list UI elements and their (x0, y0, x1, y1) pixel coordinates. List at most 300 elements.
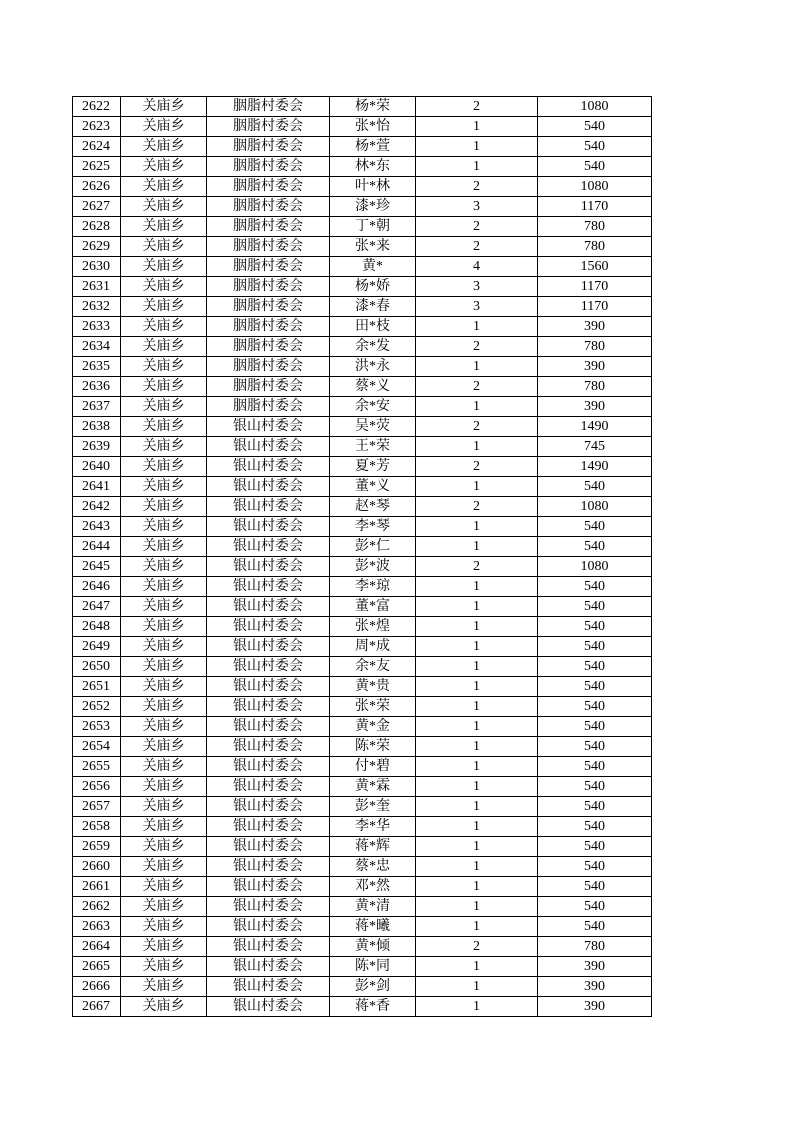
amount-cell: 540 (538, 737, 652, 757)
row-id-cell: 2664 (73, 937, 121, 957)
row-id-cell: 2643 (73, 517, 121, 537)
table-row (73, 397, 652, 417)
count-cell: 2 (416, 417, 538, 437)
name-cell: 张*怡 (330, 117, 416, 137)
table-row (73, 477, 652, 497)
township-cell: 关庙乡 (121, 797, 207, 817)
table-row (73, 357, 652, 377)
name-cell: 李*华 (330, 817, 416, 837)
name-cell: 杨*娇 (330, 277, 416, 297)
count-cell: 1 (416, 137, 538, 157)
count-cell: 3 (416, 197, 538, 217)
village-cell: 银山村委会 (207, 737, 330, 757)
township-cell: 关庙乡 (121, 777, 207, 797)
table-row (73, 777, 652, 797)
township-cell: 关庙乡 (121, 277, 207, 297)
township-cell: 关庙乡 (121, 637, 207, 657)
count-cell: 1 (416, 577, 538, 597)
township-cell: 关庙乡 (121, 857, 207, 877)
township-cell: 关庙乡 (121, 537, 207, 557)
amount-cell: 1080 (538, 177, 652, 197)
name-cell: 蒋*曦 (330, 917, 416, 937)
township-cell: 关庙乡 (121, 937, 207, 957)
table-row (73, 797, 652, 817)
row-id-cell: 2623 (73, 117, 121, 137)
township-cell: 关庙乡 (121, 737, 207, 757)
table-row (73, 877, 652, 897)
name-cell: 黄*清 (330, 897, 416, 917)
village-cell: 胭脂村委会 (207, 297, 330, 317)
name-cell: 漆*珍 (330, 197, 416, 217)
township-cell: 关庙乡 (121, 817, 207, 837)
village-cell: 胭脂村委会 (207, 357, 330, 377)
amount-cell: 1560 (538, 257, 652, 277)
name-cell: 黄*倾 (330, 937, 416, 957)
table-row (73, 617, 652, 637)
count-cell: 1 (416, 157, 538, 177)
name-cell: 林*东 (330, 157, 416, 177)
name-cell: 黄*金 (330, 717, 416, 737)
amount-cell: 540 (538, 597, 652, 617)
table-row (73, 637, 652, 657)
count-cell: 2 (416, 177, 538, 197)
amount-cell: 390 (538, 397, 652, 417)
amount-cell: 780 (538, 217, 652, 237)
village-cell: 银山村委会 (207, 697, 330, 717)
count-cell: 1 (416, 917, 538, 937)
count-cell: 1 (416, 897, 538, 917)
count-cell: 2 (416, 217, 538, 237)
township-cell: 关庙乡 (121, 717, 207, 737)
township-cell: 关庙乡 (121, 197, 207, 217)
row-id-cell: 2645 (73, 557, 121, 577)
village-cell: 胭脂村委会 (207, 337, 330, 357)
village-cell: 胭脂村委会 (207, 257, 330, 277)
count-cell: 2 (416, 97, 538, 117)
township-cell: 关庙乡 (121, 597, 207, 617)
name-cell: 黄*霖 (330, 777, 416, 797)
row-id-cell: 2628 (73, 217, 121, 237)
count-cell: 1 (416, 397, 538, 417)
village-cell: 银山村委会 (207, 437, 330, 457)
count-cell: 1 (416, 817, 538, 837)
count-cell: 1 (416, 997, 538, 1017)
table-row (73, 737, 652, 757)
amount-cell: 390 (538, 317, 652, 337)
village-cell: 胭脂村委会 (207, 197, 330, 217)
amount-cell: 540 (538, 757, 652, 777)
count-cell: 1 (416, 837, 538, 857)
township-cell: 关庙乡 (121, 477, 207, 497)
village-cell: 银山村委会 (207, 597, 330, 617)
township-cell: 关庙乡 (121, 497, 207, 517)
count-cell: 4 (416, 257, 538, 277)
amount-cell: 540 (538, 897, 652, 917)
amount-cell: 390 (538, 957, 652, 977)
row-id-cell: 2624 (73, 137, 121, 157)
count-cell: 1 (416, 677, 538, 697)
row-id-cell: 2648 (73, 617, 121, 637)
table-row (73, 757, 652, 777)
row-id-cell: 2655 (73, 757, 121, 777)
township-cell: 关庙乡 (121, 457, 207, 477)
amount-cell: 780 (538, 337, 652, 357)
row-id-cell: 2644 (73, 537, 121, 557)
count-cell: 1 (416, 437, 538, 457)
township-cell: 关庙乡 (121, 697, 207, 717)
township-cell: 关庙乡 (121, 357, 207, 377)
row-id-cell: 2662 (73, 897, 121, 917)
row-id-cell: 2666 (73, 977, 121, 997)
name-cell: 李*琴 (330, 517, 416, 537)
table-row (73, 937, 652, 957)
table-row (73, 337, 652, 357)
row-id-cell: 2667 (73, 997, 121, 1017)
amount-cell: 1170 (538, 297, 652, 317)
row-id-cell: 2647 (73, 597, 121, 617)
table-row (73, 537, 652, 557)
name-cell: 李*琼 (330, 577, 416, 597)
village-cell: 银山村委会 (207, 657, 330, 677)
amount-cell: 540 (538, 717, 652, 737)
count-cell: 2 (416, 937, 538, 957)
amount-cell: 1080 (538, 497, 652, 517)
row-id-cell: 2635 (73, 357, 121, 377)
row-id-cell: 2634 (73, 337, 121, 357)
amount-cell: 540 (538, 837, 652, 857)
amount-cell: 540 (538, 137, 652, 157)
count-cell: 1 (416, 957, 538, 977)
name-cell: 杨*荣 (330, 97, 416, 117)
name-cell: 丁*朝 (330, 217, 416, 237)
township-cell: 关庙乡 (121, 517, 207, 537)
village-cell: 银山村委会 (207, 837, 330, 857)
table-row (73, 897, 652, 917)
row-id-cell: 2654 (73, 737, 121, 757)
village-cell: 银山村委会 (207, 877, 330, 897)
table-row (73, 557, 652, 577)
row-id-cell: 2657 (73, 797, 121, 817)
name-cell: 洪*永 (330, 357, 416, 377)
name-cell: 杨*萱 (330, 137, 416, 157)
subsidy-table (72, 96, 652, 1017)
row-id-cell: 2626 (73, 177, 121, 197)
amount-cell: 745 (538, 437, 652, 457)
row-id-cell: 2636 (73, 377, 121, 397)
name-cell: 夏*芳 (330, 457, 416, 477)
name-cell: 张*来 (330, 237, 416, 257)
village-cell: 银山村委会 (207, 677, 330, 697)
table-row (73, 217, 652, 237)
count-cell: 2 (416, 497, 538, 517)
village-cell: 胭脂村委会 (207, 237, 330, 257)
row-id-cell: 2641 (73, 477, 121, 497)
name-cell: 吴*荧 (330, 417, 416, 437)
count-cell: 2 (416, 377, 538, 397)
village-cell: 银山村委会 (207, 777, 330, 797)
township-cell: 关庙乡 (121, 577, 207, 597)
amount-cell: 540 (538, 657, 652, 677)
row-id-cell: 2642 (73, 497, 121, 517)
name-cell: 董*富 (330, 597, 416, 617)
township-cell: 关庙乡 (121, 617, 207, 637)
township-cell: 关庙乡 (121, 837, 207, 857)
township-cell: 关庙乡 (121, 997, 207, 1017)
table-row (73, 997, 652, 1017)
count-cell: 1 (416, 597, 538, 617)
table-row (73, 277, 652, 297)
table-row (73, 157, 652, 177)
row-id-cell: 2658 (73, 817, 121, 837)
village-cell: 银山村委会 (207, 637, 330, 657)
table-row (73, 457, 652, 477)
row-id-cell: 2629 (73, 237, 121, 257)
row-id-cell: 2631 (73, 277, 121, 297)
amount-cell: 540 (538, 697, 652, 717)
township-cell: 关庙乡 (121, 97, 207, 117)
table-row (73, 837, 652, 857)
name-cell: 蒋*香 (330, 997, 416, 1017)
row-id-cell: 2630 (73, 257, 121, 277)
village-cell: 银山村委会 (207, 517, 330, 537)
name-cell: 彭*剑 (330, 977, 416, 997)
township-cell: 关庙乡 (121, 237, 207, 257)
table-row (73, 237, 652, 257)
row-id-cell: 2665 (73, 957, 121, 977)
village-cell: 银山村委会 (207, 477, 330, 497)
table-row (73, 957, 652, 977)
name-cell: 彭*波 (330, 557, 416, 577)
amount-cell: 540 (538, 577, 652, 597)
row-id-cell: 2627 (73, 197, 121, 217)
amount-cell: 540 (538, 677, 652, 697)
village-cell: 银山村委会 (207, 457, 330, 477)
township-cell: 关庙乡 (121, 557, 207, 577)
village-cell: 银山村委会 (207, 497, 330, 517)
count-cell: 1 (416, 317, 538, 337)
village-cell: 银山村委会 (207, 577, 330, 597)
township-cell: 关庙乡 (121, 757, 207, 777)
village-cell: 胭脂村委会 (207, 377, 330, 397)
amount-cell: 1170 (538, 197, 652, 217)
count-cell: 1 (416, 517, 538, 537)
name-cell: 余*友 (330, 657, 416, 677)
table-row (73, 717, 652, 737)
township-cell: 关庙乡 (121, 437, 207, 457)
count-cell: 1 (416, 877, 538, 897)
amount-cell: 540 (538, 857, 652, 877)
amount-cell: 540 (538, 917, 652, 937)
count-cell: 1 (416, 357, 538, 377)
township-cell: 关庙乡 (121, 337, 207, 357)
data-table-container (72, 96, 651, 1017)
table-row (73, 377, 652, 397)
township-cell: 关庙乡 (121, 897, 207, 917)
table-row (73, 657, 652, 677)
row-id-cell: 2625 (73, 157, 121, 177)
table-row (73, 977, 652, 997)
count-cell: 3 (416, 297, 538, 317)
amount-cell: 390 (538, 977, 652, 997)
amount-cell: 540 (538, 817, 652, 837)
village-cell: 银山村委会 (207, 957, 330, 977)
name-cell: 邓*然 (330, 877, 416, 897)
row-id-cell: 2637 (73, 397, 121, 417)
township-cell: 关庙乡 (121, 177, 207, 197)
township-cell: 关庙乡 (121, 297, 207, 317)
count-cell: 1 (416, 777, 538, 797)
village-cell: 银山村委会 (207, 917, 330, 937)
count-cell: 1 (416, 477, 538, 497)
village-cell: 胭脂村委会 (207, 117, 330, 137)
count-cell: 1 (416, 617, 538, 637)
village-cell: 银山村委会 (207, 977, 330, 997)
township-cell: 关庙乡 (121, 257, 207, 277)
count-cell: 1 (416, 697, 538, 717)
table-row (73, 817, 652, 837)
row-id-cell: 2659 (73, 837, 121, 857)
name-cell: 陈*荣 (330, 737, 416, 757)
village-cell: 胭脂村委会 (207, 97, 330, 117)
count-cell: 1 (416, 977, 538, 997)
table-row (73, 417, 652, 437)
amount-cell: 540 (538, 637, 652, 657)
amount-cell: 1490 (538, 457, 652, 477)
amount-cell: 1490 (538, 417, 652, 437)
count-cell: 2 (416, 337, 538, 357)
amount-cell: 1080 (538, 557, 652, 577)
count-cell: 1 (416, 537, 538, 557)
table-row (73, 117, 652, 137)
row-id-cell: 2656 (73, 777, 121, 797)
table-row (73, 577, 652, 597)
name-cell: 赵*琴 (330, 497, 416, 517)
name-cell: 董*义 (330, 477, 416, 497)
name-cell: 漆*春 (330, 297, 416, 317)
row-id-cell: 2660 (73, 857, 121, 877)
township-cell: 关庙乡 (121, 117, 207, 137)
township-cell: 关庙乡 (121, 397, 207, 417)
row-id-cell: 2661 (73, 877, 121, 897)
name-cell: 彭*仁 (330, 537, 416, 557)
village-cell: 胭脂村委会 (207, 277, 330, 297)
village-cell: 银山村委会 (207, 817, 330, 837)
township-cell: 关庙乡 (121, 417, 207, 437)
count-cell: 2 (416, 557, 538, 577)
amount-cell: 1080 (538, 97, 652, 117)
table-row (73, 257, 652, 277)
name-cell: 黄* (330, 257, 416, 277)
township-cell: 关庙乡 (121, 957, 207, 977)
table-row (73, 517, 652, 537)
table-row (73, 97, 652, 117)
township-cell: 关庙乡 (121, 917, 207, 937)
amount-cell: 1170 (538, 277, 652, 297)
amount-cell: 540 (538, 617, 652, 637)
row-id-cell: 2663 (73, 917, 121, 937)
village-cell: 银山村委会 (207, 797, 330, 817)
village-cell: 银山村委会 (207, 557, 330, 577)
name-cell: 余*发 (330, 337, 416, 357)
village-cell: 胭脂村委会 (207, 137, 330, 157)
village-cell: 银山村委会 (207, 417, 330, 437)
table-row (73, 437, 652, 457)
township-cell: 关庙乡 (121, 137, 207, 157)
table-row (73, 197, 652, 217)
amount-cell: 540 (538, 797, 652, 817)
village-cell: 银山村委会 (207, 897, 330, 917)
village-cell: 银山村委会 (207, 857, 330, 877)
row-id-cell: 2649 (73, 637, 121, 657)
table-row (73, 297, 652, 317)
name-cell: 张*荣 (330, 697, 416, 717)
amount-cell: 780 (538, 237, 652, 257)
name-cell: 彭*奎 (330, 797, 416, 817)
name-cell: 蒋*辉 (330, 837, 416, 857)
table-row (73, 697, 652, 717)
count-cell: 2 (416, 237, 538, 257)
table-row (73, 497, 652, 517)
name-cell: 蔡*义 (330, 377, 416, 397)
village-cell: 银山村委会 (207, 997, 330, 1017)
amount-cell: 780 (538, 377, 652, 397)
village-cell: 胭脂村委会 (207, 397, 330, 417)
name-cell: 张*煌 (330, 617, 416, 637)
table-row (73, 917, 652, 937)
township-cell: 关庙乡 (121, 217, 207, 237)
name-cell: 蔡*忠 (330, 857, 416, 877)
name-cell: 陈*同 (330, 957, 416, 977)
township-cell: 关庙乡 (121, 157, 207, 177)
table-row (73, 317, 652, 337)
count-cell: 1 (416, 757, 538, 777)
amount-cell: 540 (538, 517, 652, 537)
village-cell: 银山村委会 (207, 757, 330, 777)
table-row (73, 857, 652, 877)
village-cell: 银山村委会 (207, 937, 330, 957)
village-cell: 胭脂村委会 (207, 217, 330, 237)
name-cell: 余*安 (330, 397, 416, 417)
row-id-cell: 2640 (73, 457, 121, 477)
row-id-cell: 2651 (73, 677, 121, 697)
row-id-cell: 2638 (73, 417, 121, 437)
amount-cell: 540 (538, 157, 652, 177)
township-cell: 关庙乡 (121, 877, 207, 897)
name-cell: 周*成 (330, 637, 416, 657)
township-cell: 关庙乡 (121, 657, 207, 677)
row-id-cell: 2639 (73, 437, 121, 457)
name-cell: 田*枝 (330, 317, 416, 337)
name-cell: 叶*林 (330, 177, 416, 197)
row-id-cell: 2650 (73, 657, 121, 677)
village-cell: 银山村委会 (207, 717, 330, 737)
village-cell: 银山村委会 (207, 617, 330, 637)
table-row (73, 137, 652, 157)
amount-cell: 390 (538, 357, 652, 377)
name-cell: 王*荣 (330, 437, 416, 457)
table-row (73, 597, 652, 617)
township-cell: 关庙乡 (121, 317, 207, 337)
amount-cell: 540 (538, 877, 652, 897)
count-cell: 1 (416, 657, 538, 677)
township-cell: 关庙乡 (121, 377, 207, 397)
township-cell: 关庙乡 (121, 977, 207, 997)
name-cell: 付*碧 (330, 757, 416, 777)
row-id-cell: 2633 (73, 317, 121, 337)
village-cell: 胭脂村委会 (207, 317, 330, 337)
village-cell: 胭脂村委会 (207, 177, 330, 197)
village-cell: 胭脂村委会 (207, 157, 330, 177)
